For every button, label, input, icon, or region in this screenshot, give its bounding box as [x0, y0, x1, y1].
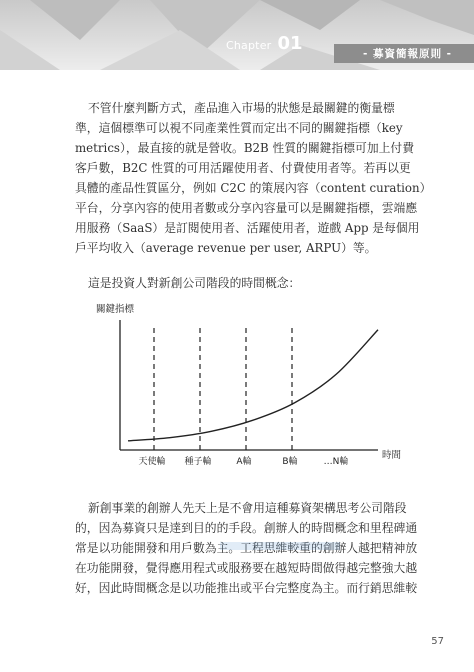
text-line: 客戶數，B2C 性質的可用活躍使用者、付費使用者等。若再以更 [75, 161, 411, 175]
round-label: 種子輪 [184, 457, 212, 467]
text-line: 常是以功能開發和用戶數為主。工程思維較重的創辦人越把精神放 [75, 541, 418, 555]
chapter-number: 01 [277, 33, 303, 54]
text-line: 不管什麼判斷方式，產品進入市場的狀態是最關鍵的衡量標 [88, 101, 395, 115]
text-line: metrics），最直接的就是營收。B2B 性質的關鍵指標可加上付費 [75, 141, 415, 155]
intro-text: 這是投資人對新創公司階段的時間概念： [88, 276, 301, 290]
round-label: B輪 [282, 457, 298, 467]
round-label: …N輪 [323, 457, 349, 467]
text-line: 平台，分享內容的使用者數或分享內容量可以是關鍵指標，雲端應 [75, 201, 418, 215]
round-label: A輪 [236, 457, 252, 467]
text-line: 的，因為募資只是達到目的的手段。創辦人的時間概念和里程碑通 [75, 521, 418, 535]
text-line: 具體的產品性質區分，例如 C2C 的策展內容（content curation） [75, 181, 432, 195]
text-line: 新創事業的創辦人先天上是不會用這種募資架構思考公司階段 [88, 501, 407, 515]
text-line: 在功能開發，覺得應用程式或服務要在越短時間做得越完整強大越 [75, 561, 418, 575]
text-line: 戶平均收入（average revenue per user, ARPU）等。 [75, 241, 377, 255]
text-line: 好，因此時間概念是以功能推出或平台完整度為主。而行銷思維較 [75, 581, 418, 595]
chapter-header [0, 0, 474, 70]
stage-timeline-chart [80, 300, 420, 480]
growth-curve [128, 330, 378, 441]
y-axis-label: 關鍵指標 [96, 304, 135, 315]
x-axis-label: 時間 [382, 450, 402, 461]
chapter-label: Chapter [226, 39, 272, 52]
text-line: 準，這個標準可以視不同產業性質而定出不同的關鍵指標（key [75, 121, 403, 135]
page-number: 57 [431, 636, 444, 647]
section-title: - 募資簡報原則 - [362, 48, 452, 60]
text-line: 用服務（SaaS）是訂閱使用者、活躍使用者，遊戲 App 是每個用 [75, 221, 420, 235]
watermark [220, 542, 340, 550]
chapter-indicator [226, 33, 303, 54]
round-label: 天使輪 [138, 457, 166, 467]
